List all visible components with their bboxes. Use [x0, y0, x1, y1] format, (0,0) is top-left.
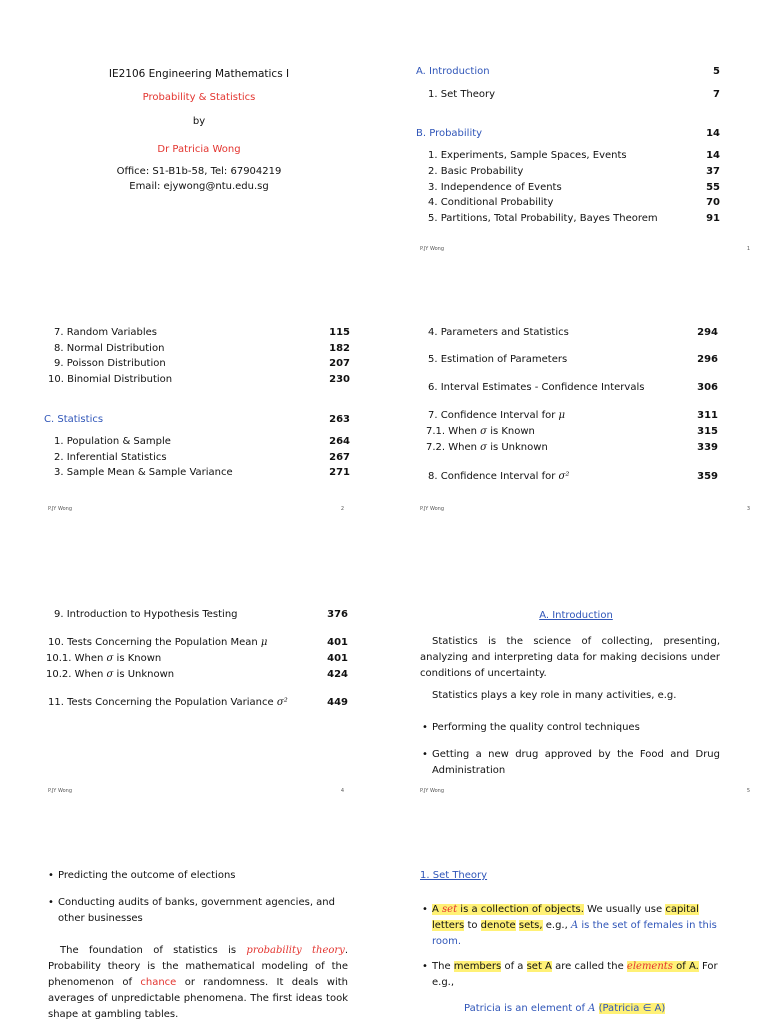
toc-label: 5. Estimation of Parameters [428, 354, 568, 365]
toc-item [54, 436, 350, 447]
slide-footer-page: 5 [746, 788, 750, 794]
toc-label: 10. Tests Concerning the Population Mean [48, 637, 258, 648]
sigma-symbol: σ [480, 426, 487, 437]
toc-item [54, 343, 350, 354]
lecturer-name: Dr Patricia Wong [157, 144, 241, 155]
toc-label-tail: is Known [116, 653, 162, 664]
toc-page: 263 [329, 414, 350, 425]
text-run: is a collection of objects. [460, 904, 584, 915]
sigma-symbol: σ [480, 442, 487, 453]
text-run: Patricia is an element of [464, 1003, 585, 1014]
text-run: . Probability theory is the mathematical modeling of the phenomenon of [48, 945, 348, 988]
by-label: by [192, 116, 206, 127]
toc-label: 10.1. When [46, 653, 104, 664]
toc-label: 7.1. When [426, 426, 477, 437]
toc-label: 7. Random Variables [54, 327, 157, 338]
slide-heading: 1. Set Theory [420, 870, 488, 881]
toc-label: 10.2. When [46, 669, 104, 680]
toc-label: 1. Population & Sample [54, 436, 171, 447]
toc-item [428, 354, 718, 365]
text-run: A [432, 904, 439, 915]
sigma-squared-symbol: σ² [276, 697, 288, 708]
element-notation: (Patricia ∈ A) [598, 1003, 666, 1014]
toc-item [428, 327, 718, 338]
text-run: The foundation of statistics is [60, 945, 237, 956]
slide-contents-3 [384, 282, 768, 564]
toc-page: 115 [329, 327, 350, 338]
toc-page: 315 [697, 426, 718, 437]
slide-footer-page: 2 [340, 506, 344, 512]
toc-label-tail: is Unknown [490, 442, 548, 453]
slide-footer-author: P.JY Wong [420, 246, 444, 252]
course-title: IE2106 Engineering Mathematics I [108, 68, 290, 80]
toc-item [48, 637, 348, 648]
slide-contents-4 [0, 564, 384, 846]
slide-contents-1 [384, 0, 768, 282]
paragraph: Statistics is the science of collecting, presenting, analyzing and interpreting data for making decisions under conditions of uncertainty. [420, 636, 720, 679]
bullet-item [422, 720, 720, 736]
toc-page: 311 [697, 410, 718, 421]
bullet-text: Performing the quality control techniques [432, 722, 640, 733]
toc-label: 4. Parameters and Statistics [428, 327, 569, 338]
toc-item [48, 374, 350, 385]
bullet-text [432, 959, 720, 991]
toc-page: 5 [713, 66, 720, 77]
toc-label: C. Statistics [44, 414, 104, 425]
slide-heading: A. Introduction [539, 610, 613, 621]
toc-item [428, 150, 720, 161]
toc-label: 2. Inferential Statistics [54, 452, 167, 463]
toc-label: 9. Introduction to Hypothesis Testing [54, 609, 238, 620]
toc-item [48, 697, 348, 708]
toc-page: 424 [327, 669, 348, 680]
paragraph: Statistics plays a key role in many activities, e.g. [432, 690, 677, 701]
toc-label: 7.2. When [426, 442, 477, 453]
email-info: Email: ejywong@ntu.edu.sg [129, 181, 269, 192]
slide-footer-author: P.JY Wong [420, 506, 444, 512]
slide-footer-author: P.JY Wong [48, 788, 72, 794]
bullet-text: Conducting audits of banks, government agencies, and other businesses [58, 897, 335, 924]
toc-item [428, 382, 718, 393]
toc-page: 70 [706, 197, 720, 208]
toc-item [428, 182, 720, 193]
elements-term: elements [626, 961, 673, 972]
chance-term: chance [140, 977, 177, 988]
slide-footer-author: P.JY Wong [420, 788, 444, 794]
toc-page: 55 [706, 182, 720, 193]
text-run: The [432, 961, 451, 972]
toc-label: B. Probability [416, 128, 483, 139]
text-run: e.g., [545, 920, 568, 931]
sigma-symbol: σ [106, 669, 114, 680]
toc-item [54, 452, 350, 463]
toc-label: 8. Normal Distribution [54, 343, 165, 354]
toc-item [428, 213, 720, 224]
bullet-dot-icon: • [422, 904, 428, 915]
bullet-item [422, 959, 720, 991]
toc-page: 264 [329, 436, 350, 447]
toc-label: 9. Poisson Distribution [54, 358, 166, 369]
set-a-term: set A [526, 961, 552, 972]
toc-label: 2. Basic Probability [428, 166, 524, 177]
toc-page: 401 [327, 653, 348, 664]
toc-section-a [416, 66, 720, 77]
toc-item [428, 89, 720, 100]
bullet-text: Getting a new drug approved by the Food and Drug Administration [432, 749, 720, 776]
text-run: to [467, 920, 478, 931]
text-run: are called the [555, 961, 624, 972]
toc-item [426, 426, 718, 437]
toc-page: 182 [329, 343, 350, 354]
toc-label: A. Introduction [416, 66, 490, 77]
capital-letters-term: capital letters [432, 904, 699, 931]
bullet-item [48, 868, 348, 884]
paragraph [48, 943, 348, 1023]
slide-statistics-uses [0, 846, 384, 1024]
toc-page: 376 [327, 609, 348, 620]
toc-page: 271 [329, 467, 350, 478]
bullet-item [422, 902, 720, 950]
slide-title [0, 0, 384, 282]
toc-item [54, 609, 348, 620]
toc-item [54, 467, 350, 478]
toc-item [428, 166, 720, 177]
slide-contents-2 [0, 282, 384, 564]
toc-section-b [416, 128, 720, 139]
sigma-symbol: σ [106, 653, 114, 664]
toc-page: 7 [713, 89, 720, 100]
slide-set-theory [384, 846, 768, 1024]
bullet-dot-icon: • [422, 749, 428, 760]
toc-page: 294 [697, 327, 718, 338]
toc-label: 1. Experiments, Sample Spaces, Events [428, 150, 627, 161]
probability-theory-term: probability theory [246, 945, 345, 956]
set-example: is the set of females in this room. [432, 920, 717, 947]
toc-item [46, 653, 348, 664]
toc-label: 3. Independence of Events [428, 182, 562, 193]
toc-page: 14 [706, 128, 720, 139]
toc-label: 11. Tests Concerning the Population Variance [48, 697, 274, 708]
toc-label: 10. Binomial Distribution [48, 374, 173, 385]
toc-item [54, 327, 350, 338]
slide-introduction [384, 564, 768, 846]
toc-item [426, 442, 718, 453]
bullet-text: A set is a collection of objects. We usually use capital letters to denote sets, e.g., A is the set of females in this room. [432, 904, 717, 947]
toc-item [46, 669, 348, 680]
toc-page: 401 [327, 637, 348, 648]
office-info: Office: S1-B1b-58, Tel: 67904219 [116, 166, 282, 177]
toc-page: 359 [697, 471, 718, 482]
toc-page: 91 [706, 213, 720, 224]
toc-page: 230 [329, 374, 350, 385]
sigma-squared-symbol: σ² [558, 471, 570, 482]
toc-label: 3. Sample Mean & Sample Variance [54, 467, 233, 478]
text-run: of a [504, 961, 524, 972]
toc-label: 4. Conditional Probability [428, 197, 554, 208]
toc-section-c [44, 414, 350, 425]
toc-page: 449 [327, 697, 348, 708]
set-term: set [442, 904, 458, 915]
toc-item [428, 197, 720, 208]
bullet-dot-icon: • [422, 722, 428, 733]
toc-page: 267 [329, 452, 350, 463]
example-line: Patricia is an element of A (Patricia ∈ A) [464, 1003, 666, 1014]
bullet-item [48, 895, 348, 927]
bullet-dot-icon: • [422, 961, 428, 972]
slide-footer-author: P.JY Wong [48, 506, 72, 512]
toc-page: 306 [697, 382, 718, 393]
slide-footer-page: 1 [746, 246, 750, 252]
toc-label: 5. Partitions, Total Probability, Bayes Theorem [428, 213, 658, 224]
toc-label-tail: is Unknown [116, 669, 175, 680]
slide-footer-page: 4 [340, 788, 344, 794]
toc-label: 8. Confidence Interval for [428, 471, 556, 482]
toc-page: 37 [706, 166, 720, 177]
toc-item [428, 410, 718, 421]
bullet-dot-icon: • [48, 870, 54, 881]
sets-term: sets, [518, 920, 543, 931]
subject-title: Probability & Statistics [142, 92, 256, 103]
toc-item [428, 471, 718, 482]
toc-page: 296 [697, 354, 718, 365]
text-run: We usually use [587, 904, 663, 915]
bullet-text: Predicting the outcome of elections [58, 870, 236, 881]
bullet-dot-icon: • [48, 897, 54, 908]
toc-page: 207 [329, 358, 350, 369]
toc-label: 1. Set Theory [428, 89, 496, 100]
slide-footer-page: 3 [746, 506, 750, 512]
toc-label: 6. Interval Estimates - Confidence Intervals [428, 382, 645, 393]
text-run: or randomness. It deals with averages of unpredictable phenomena. The first ideas took shape at gambling tables. [48, 977, 348, 1020]
denote-term: denote [480, 920, 516, 931]
text-run: of A. [676, 961, 699, 972]
mu-symbol: μ [260, 637, 268, 648]
toc-page: 339 [697, 442, 718, 453]
toc-page: 14 [706, 150, 720, 161]
bullet-item [422, 747, 720, 779]
members-term: members [453, 961, 502, 972]
text-run: For e.g., [432, 961, 718, 988]
toc-item [54, 358, 350, 369]
toc-label: 7. Confidence Interval for [428, 410, 556, 421]
mu-symbol: μ [558, 410, 566, 421]
toc-label-tail: is Known [490, 426, 535, 437]
